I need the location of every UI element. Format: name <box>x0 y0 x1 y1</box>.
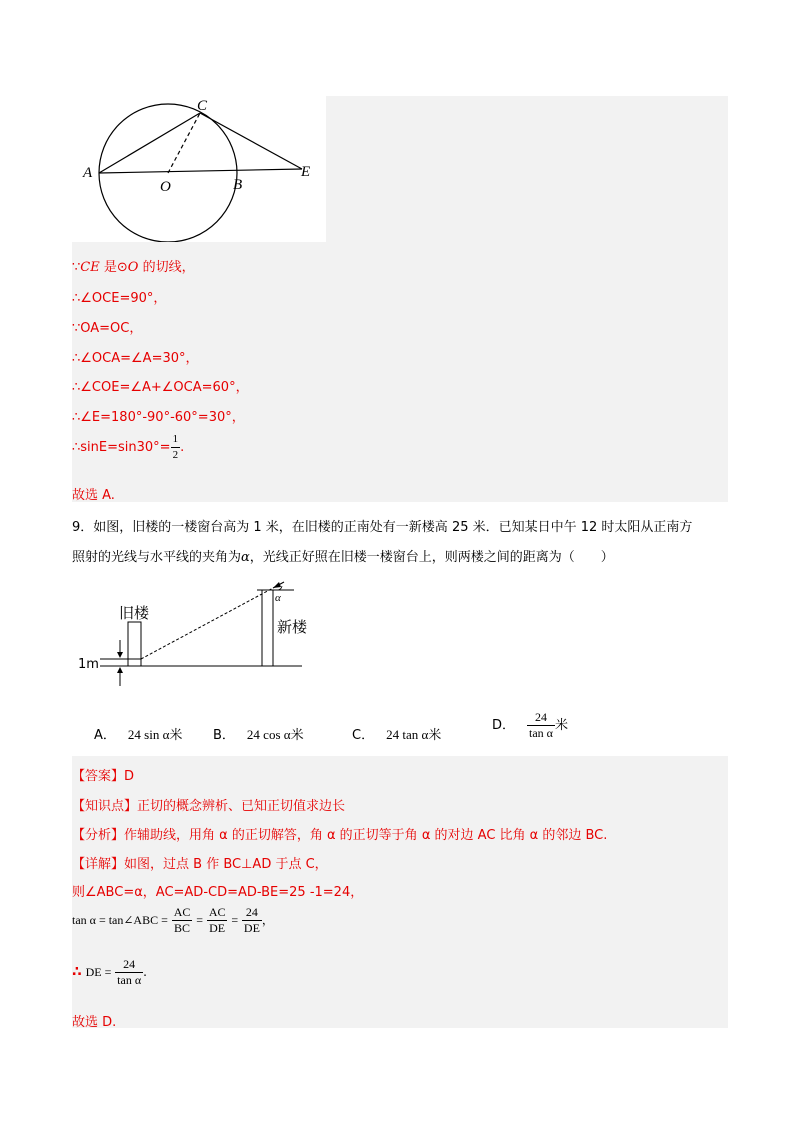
building-diagram <box>72 574 312 694</box>
option-D[interactable]: D． $\frac{24}{\text{tan α}}$ 米 <box>492 710 568 740</box>
label-A: A <box>83 165 93 181</box>
circle-diagram <box>72 96 326 242</box>
q9-line-1: 9．如图，旧楼的一楼窗台高为 1 米，在旧楼的正南处有一新楼高 25 米．已知某日中午 12 时太阳从正南方 <box>72 520 693 535</box>
answer-line: 【答案】D <box>72 769 135 784</box>
sol-line-4: ∴∠OCA=∠A=30°， <box>72 351 199 366</box>
label-new-building: 新楼 <box>277 618 308 636</box>
tan-equation: tan α = tan∠ABC = $\frac{AC}{BC}$ = $\frac{AC}{DE}$ = $\frac{24}{DE}$ ， <box>72 905 274 935</box>
sol-line-1: ∵CE 是⊙O 的切线， <box>72 260 195 275</box>
detail-line-2: 则∠ABC=α，AC=AD-CD=AD-BE=25 -1=24， <box>72 885 364 900</box>
label-1m: 1m <box>78 657 99 672</box>
analysis-line: 【分析】作辅助线，用角 α 的正切解答，角 α 的正切等于角 α 的对边 AC 比角 α 的邻边 BC. <box>72 828 608 843</box>
detail-line: 【详解】如图，过点 B 作 BC⊥AD 于点 C， <box>72 857 328 872</box>
building-figure <box>72 574 312 694</box>
sol-line-2: ∴∠OCE=90°， <box>72 291 167 306</box>
sol-line-5: ∴∠COE=∠A+∠OCA=60°， <box>72 380 249 395</box>
option-B[interactable]: B． 24 cos α米 <box>213 727 304 743</box>
sol-line-6: ∴∠E=180°-90°-60°=30°， <box>72 410 245 425</box>
label-old-building: 旧楼 <box>119 604 150 622</box>
label-O: O <box>160 179 171 195</box>
label-E: E <box>301 164 311 180</box>
label-C: C <box>197 98 208 114</box>
knowledge-line: 【知识点】正切的概念辨析、已知正切值求边长 <box>72 799 346 814</box>
option-A[interactable]: A． 24 sin α米 <box>94 727 183 743</box>
label-B: B <box>233 177 243 193</box>
option-C[interactable]: C． 24 tan α米 <box>352 727 442 743</box>
circle-figure <box>72 96 326 242</box>
final-answer: 故选 D. <box>72 1015 117 1030</box>
sol-line-3: ∵OA=OC， <box>72 321 143 336</box>
de-equation: ∴ DE = $\frac{24}{\text{tan α}}$ . <box>72 957 147 987</box>
q9-line-2: 照射的光线与水平线的夹角为α，光线正好照在旧楼一楼窗台上，则两楼之间的距离为（ ） <box>72 550 614 565</box>
sol-answer: 故选 A. <box>72 488 115 503</box>
label-alpha: α <box>275 592 281 604</box>
sol-line-sin: ∴sinE=sin30°= $\frac{1}{2}$ . <box>72 433 185 461</box>
